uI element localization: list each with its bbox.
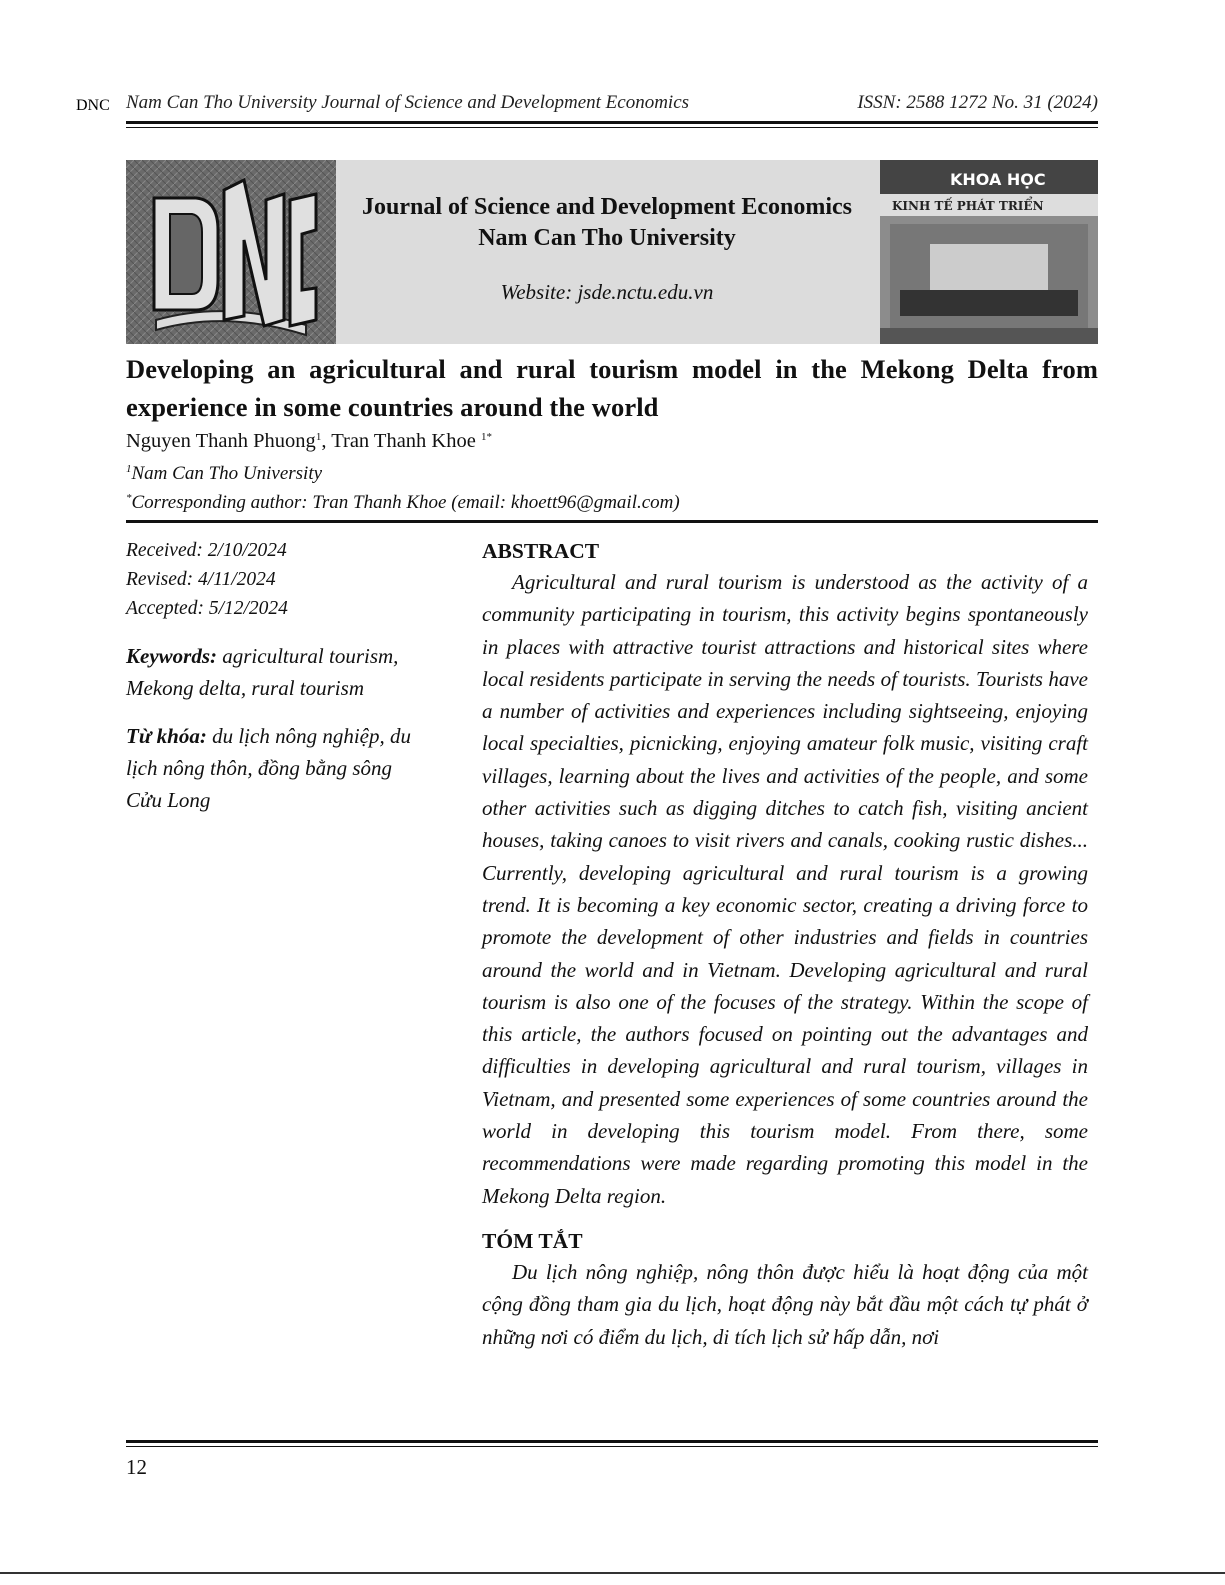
journal-name: Nam Can Tho University Journal of Science and Development Economics <box>126 92 690 113</box>
article-info-column <box>126 536 416 816</box>
cover-title: KHOA HỌC <box>950 170 1046 189</box>
keywords-vietnamese <box>126 720 416 816</box>
banner-title <box>336 192 878 254</box>
abstract-column <box>482 536 1088 1353</box>
banner-center <box>336 160 878 344</box>
cover-graphic <box>880 160 1098 344</box>
banner-title-line1: Journal of Science and Development Economics <box>362 194 852 220</box>
revised-date: Revised: 4/11/2024 <box>126 569 276 590</box>
header-rule-thin <box>126 127 1098 128</box>
corresponding-author <box>126 492 680 514</box>
accepted-date: Accepted: 5/12/2024 <box>126 598 288 619</box>
keywords <box>126 640 416 704</box>
affiliation-text: Nam Can Tho University <box>131 463 323 484</box>
received-date: Received: 2/10/2024 <box>126 540 287 561</box>
author-affiliation-mark: 1 <box>315 431 322 443</box>
footer-rule <box>126 1440 1098 1443</box>
affiliation <box>126 463 322 485</box>
dnc-logo-graphic <box>76 97 336 344</box>
authors <box>126 430 492 453</box>
footer-rule-thin <box>126 1446 1098 1447</box>
dnc-logo <box>76 97 336 344</box>
logo-text: DNC <box>76 97 110 114</box>
tukhoa-label: Từ khóa: <box>126 724 207 748</box>
journal-cover-thumbnail <box>880 160 1098 344</box>
cover-subtitle: KINH TẾ PHÁT TRIỂN <box>892 199 1044 213</box>
article-title: Developing an agricultural and rural tourism model in the Mekong Delta from experience in some countries around the world <box>126 354 1098 422</box>
abstract-heading: ABSTRACT <box>482 539 600 563</box>
issn-issue: ISSN: 2588 1272 No. 31 (2024) <box>857 92 1098 113</box>
keywords-text: agricultural tourism, Mekong delta, rural tourism <box>126 644 399 700</box>
tukhoa-text: du lịch nông nghiệp, du lịch nông thôn, đồng bằng sông Cửu Long <box>126 724 411 812</box>
tomtat-text: Du lịch nông nghiệp, nông thôn được hiểu là hoạt động của một cộng đồng tham gia du lịch, hoạt động này bắt đầu một cách tự phát ở những nơi có điểm du lịch, di tích lịch sử hấp dẫn, nơi <box>482 1259 1088 1349</box>
corresponding-text: Corresponding author: Tran Thanh Khoe (email: khoett96@gmail.com) <box>131 492 680 513</box>
page-bottom-border <box>0 1572 1225 1574</box>
tomtat-heading: TÓM TẮT <box>482 1228 583 1253</box>
banner-title-line2: Nam Can Tho University <box>478 225 736 251</box>
header-rule <box>126 121 1098 124</box>
dates <box>126 536 416 623</box>
page-number: 12 <box>126 1455 147 1479</box>
author-separator: , <box>321 430 332 452</box>
section-rule <box>126 520 1098 523</box>
running-head <box>126 92 1098 114</box>
author-name: Nguyen Thanh Phuong <box>126 430 316 452</box>
corresponding-mark: * <box>126 492 132 504</box>
affiliation-mark: 1 <box>126 463 132 475</box>
author-name: Tran Thanh Khoe <box>331 430 481 452</box>
banner-website: Website: jsde.nctu.edu.vn <box>500 280 714 304</box>
abstract-text: Agricultural and rural tourism is understood as the activity of a community participating in tourism, this activity begins spontaneously in places with attractive tourist attractions and historical sites where local residents participate in serving the needs of tourists. Tourists have a number of activities and experiences including sightseeing, enjoying local specialties, picnicking, enjoying amateur folk music, visiting craft villages, learning about the lives and activities of the people, and some other activities such as digging ditches to catch fish, visiting ancient houses, taking canoes to visit rivers and canals, cooking rustic dishes... Currently, developing agricultural and rural tourism is a growing trend. It is becoming a key economic sector, creating a driving force to promote the development of other industries and fields in countries around the world and in Vietnam. Developing agricultural and rural tourism is also one of the focuses of the strategy. Within the scope of this article, the authors focused on pointing out the advantages and difficulties in developing agricultural and rural tourism, villages in Vietnam, and presented some experiences of some countries around the world in developing this tourism model. From there, some recommendations were made regarding promoting this model in the Mekong Delta region. <box>482 570 1088 1208</box>
keywords-label: Keywords: <box>126 644 217 668</box>
author-affiliation-mark: 1* <box>480 431 492 443</box>
